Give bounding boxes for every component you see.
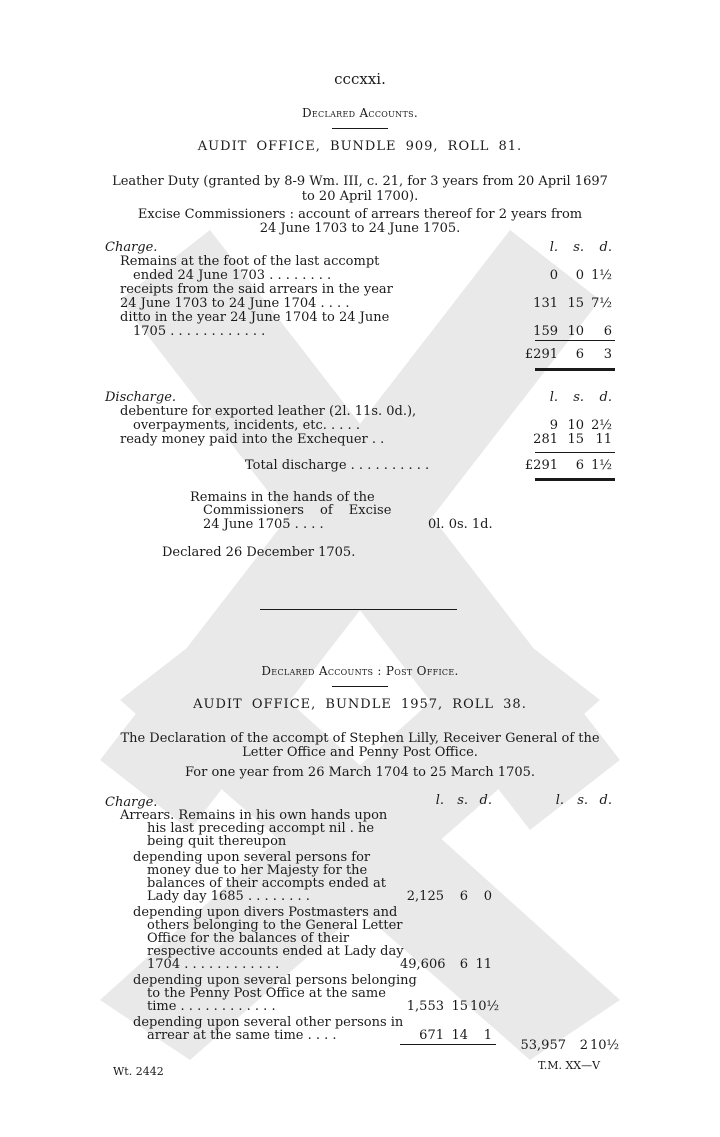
- charge-label-2: Charge.: [105, 795, 158, 810]
- discharge-total-s: 6: [575, 458, 584, 473]
- audit-head-1: AUDIT OFFICE, BUNDLE 909, ROLL 81.: [197, 139, 523, 154]
- post-total-s: 2: [579, 1038, 588, 1053]
- post-row-s: 14: [451, 1028, 468, 1043]
- post-total-d: 10½: [590, 1038, 620, 1053]
- remains-line-1: Remains in the hands of the: [190, 490, 375, 505]
- subtitle-2: For one year from 26 March 1704 to 25 March 1705.: [184, 765, 536, 780]
- post-subtotal-rule: [400, 1044, 496, 1045]
- running-head-2: Declared Accounts : Post Office.: [261, 664, 459, 678]
- post-row-d: 11: [475, 957, 492, 972]
- post-row-text: arrear at the same time . . . .: [147, 1028, 337, 1043]
- charge-row-l: 159: [533, 324, 558, 339]
- post-row-d: 10½: [470, 999, 500, 1014]
- discharge-row-l: 281: [533, 432, 558, 447]
- charge-row-text: ended 24 June 1703 . . . . . . . .: [133, 268, 332, 283]
- col-s-header-2: s.: [573, 390, 584, 405]
- col2-l-header: l.: [435, 793, 444, 808]
- subtitle-line-2: 24 June 1703 to 24 June 1705.: [259, 221, 461, 236]
- post-total-l: 53,957: [520, 1038, 566, 1053]
- discharge-row-d: 2½: [591, 418, 612, 433]
- remains-line-2: Commissioners of Excise: [203, 503, 392, 518]
- charge-row-l: 0: [549, 268, 558, 283]
- subtitle-line-1: Excise Commissioners : account of arrears thereof for 2 years from: [137, 207, 583, 222]
- charge-total-s: 6: [575, 347, 584, 362]
- post-row-text: depending upon several other persons in: [133, 1015, 404, 1030]
- discharge-total-d: 1½: [591, 458, 612, 473]
- title2-line-2: Letter Office and Penny Post Office.: [242, 745, 478, 760]
- post-row-l: 49,606: [400, 957, 446, 972]
- col3-l-header: l.: [555, 793, 564, 808]
- col3-d-header: d.: [599, 793, 612, 808]
- col-s-header: s.: [573, 240, 584, 255]
- charge-row-text: Remains at the foot of the last accompt: [120, 254, 380, 269]
- col-d-header-2: d.: [599, 390, 612, 405]
- charge-row-l: 131: [533, 296, 558, 311]
- remains-value: 0l. 0s. 1d.: [428, 517, 493, 532]
- post-row-l: 1,553: [406, 999, 444, 1014]
- col-l-header-2: l.: [549, 390, 558, 405]
- discharge-total-l: £291: [524, 458, 558, 473]
- charge-row-s: 0: [575, 268, 584, 283]
- section-divider: [260, 609, 457, 610]
- discharge-label: Discharge.: [105, 390, 177, 405]
- charge-total-l: £291: [524, 347, 558, 362]
- charge-row-s: 15: [567, 296, 584, 311]
- charge-row-d: 1½: [591, 268, 612, 283]
- charge-total-double-rule: [535, 368, 615, 371]
- col3-s-header: s.: [577, 793, 588, 808]
- charge-label-1: Charge.: [105, 240, 158, 255]
- post-row-s: 6: [459, 889, 468, 904]
- discharge-row-text: ready money paid into the Exchequer . .: [120, 432, 385, 447]
- declared-date: Declared 26 December 1705.: [162, 545, 356, 560]
- running-head-1: Declared Accounts.: [301, 106, 418, 120]
- charge-subtotal-rule: [535, 340, 615, 341]
- audit-head-2: AUDIT OFFICE, BUNDLE 1957, ROLL 38.: [193, 697, 527, 712]
- post-row-s: 6: [459, 957, 468, 972]
- head-rule-2: [332, 686, 388, 687]
- post-row-text: time . . . . . . . . . . . .: [147, 999, 276, 1014]
- post-row-text: respective accounts ended at Lady day: [147, 944, 404, 959]
- title2-line-1: The Declaration of the accompt of Stephen Lilly, Receiver General of the: [120, 731, 600, 746]
- post-row-text: his last preceding accompt nil . he: [147, 821, 375, 836]
- post-row-text: to the Penny Post Office at the same: [147, 986, 386, 1001]
- post-row-text: money due to her Majesty for the: [147, 863, 368, 878]
- head-rule-1: [332, 128, 388, 129]
- charge-row-text: 24 June 1703 to 24 June 1704 . . . .: [120, 296, 350, 311]
- title-line-2: to 20 April 1700).: [301, 189, 419, 204]
- post-row-l: 2,125: [406, 889, 444, 904]
- remains-line-3: 24 June 1705 . . . .: [203, 517, 324, 532]
- charge-row-s: 10: [567, 324, 584, 339]
- post-row-text: Arrears. Remains in his own hands upon: [120, 808, 388, 823]
- charge-row-text: 1705 . . . . . . . . . . . .: [133, 324, 266, 339]
- footer-right: T.M. XX—V: [538, 1059, 601, 1072]
- col-l-header: l.: [549, 240, 558, 255]
- post-row-d: 1: [483, 1028, 492, 1043]
- post-row-text: depending upon several persons belonging: [133, 973, 417, 988]
- col2-d-header: d.: [479, 793, 492, 808]
- post-row-text: depending upon several persons for: [133, 850, 371, 865]
- post-row-l: 671: [419, 1028, 444, 1043]
- post-row-s: 15: [451, 999, 468, 1014]
- discharge-row-text: overpayments, incidents, etc. . . . .: [133, 418, 360, 433]
- charge-total-d: 3: [603, 347, 612, 362]
- post-row-text: others belonging to the General Letter: [147, 918, 403, 933]
- discharge-row-l: 9: [549, 418, 558, 433]
- charge-row-d: 7½: [591, 296, 612, 311]
- discharge-total-double-rule: [535, 478, 615, 481]
- page-number: cccxxi.: [334, 70, 386, 88]
- discharge-row-s: 10: [567, 418, 584, 433]
- post-row-d: 0: [483, 889, 492, 904]
- discharge-row-text: debenture for exported leather (2l. 11s. 0d.),: [120, 404, 417, 419]
- footer-left: Wt. 2442: [113, 1065, 164, 1078]
- discharge-row-d: 11: [595, 432, 612, 447]
- post-row-text: being quit thereupon: [147, 834, 287, 849]
- discharge-row-s: 15: [567, 432, 584, 447]
- col2-s-header: s.: [457, 793, 468, 808]
- charge-row-text: ditto in the year 24 June 1704 to 24 June: [120, 310, 390, 325]
- post-row-text: depending upon divers Postmasters and: [133, 905, 398, 920]
- charge-row-text: receipts from the said arrears in the year: [120, 282, 393, 297]
- title-line-1: Leather Duty (granted by 8-9 Wm. III, c. 21, for 3 years from 20 April 1697: [112, 174, 608, 189]
- post-row-text: 1704 . . . . . . . . . . . .: [147, 957, 280, 972]
- post-row-text: Office for the balances of their: [147, 931, 350, 946]
- col-d-header: d.: [599, 240, 612, 255]
- post-row-text: Lady day 1685 . . . . . . . .: [147, 889, 310, 904]
- charge-row-d: 6: [603, 324, 612, 339]
- total-discharge-label: Total discharge . . . . . . . . . .: [245, 458, 430, 473]
- discharge-subtotal-rule: [535, 452, 615, 453]
- post-row-text: balances of their accompts ended at: [147, 876, 387, 891]
